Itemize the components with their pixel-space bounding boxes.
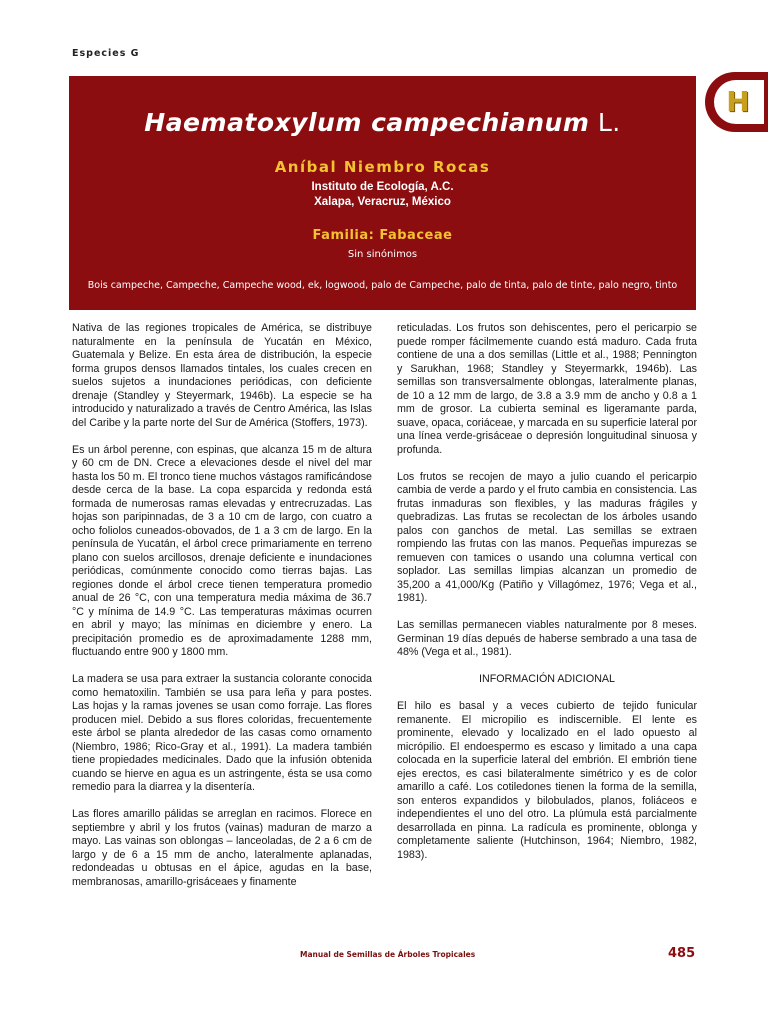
left-column — [72, 322, 372, 903]
location: Xalapa, Veracruz, México — [314, 196, 451, 208]
paragraph: Nativa de las regiones tropicales de América, se distribuye naturalmente en la península de Yucatán en México, Guatemala y Belize. En esta área de distribución, la especie forma grupos densos llamados tintales, los cuales crecen en suelos sujetos a inundaciones periódicas, con deficiente drenaje (Standley y Steyermark, 1946b). La especie se ha introducido y naturalizado a través de Centro América, las Islas del Caribe y la parte norte del Sur de América (Stoffers, 1973). — [72, 322, 372, 429]
synonyms-label: Sin sinónimos — [347, 249, 418, 260]
paragraph: Las semillas permanecen viables naturalmente por 8 meses. Germinan 19 días depués de haberse sembrado a una tasa de 48% (Vega et al., 1981). — [397, 619, 697, 658]
section-heading: INFORMACIÓN ADICIONAL — [479, 673, 615, 685]
species-name: Haematoxylum campechianum — [144, 108, 590, 137]
page-title — [69, 108, 696, 137]
family-label: Familia: Fabaceae — [312, 228, 453, 243]
paragraph: reticuladas. Los frutos son dehiscentes, pero el pericarpio se puede romper fácilmemente cuando está maduro. Cada fruta contiene de una a dos semillas (Little et al., 1988; Pennington y Sarukhan, 1968; Standley y Steyermarkk, 1946b). Las semillas son transversalmente oblongas, lateralmente planas, de 10 a 12 mm de largo, de 3.8 a 3.9 mm de ancho y 0.8 a 1 mm de grosor. La cubierta seminal es ligeramante parda, suave, opaca, coriáceae, y marcada en su superficie lateral por una línea verde-grisáceae o depresión longuitudinal sinuosa y profunda. — [397, 322, 698, 456]
paragraph: Los frutos se recojen de mayo a julio cuando el pericarpio cambia de verde a pardo y el fruto cambia en consistencia. Las frutas inmaduras son flexibles, y las maduras frágiles y quebradizas. Las frutas se recolectan de los árboles usando palos con ganchos de metal. Las semillas se extraen rompiendo las frutas con las manos. Pequeñas impurezas se remueven con tamices o usando una columna vertical con soplador. Las semillas limpias alcanzan un promedio de 35,200 a 41,000/Kg (Patiño y Villagómez, 1976; Vega et al., 1981). — [397, 470, 697, 604]
section-tab-letter: H — [726, 85, 750, 118]
paragraph: Es un árbol perenne, con espinas, que alcanza 15 m de altura y 60 cm de DN. Crece a elevaciones desde el nivel del mar hasta los 50 m. El tronco tiene muchos vástagos ramificándose desde cerca de la base. La copa esparcida y redonda está formada de numerosas ramas elevadas y entrecruzadas. Las hojas son paripinnadas, de 3 a 10 cm de largo, con cuatro a ocho foliolos cuneados-obovados, de 1 a 3 cm de largo. En la península de Yucatán, el árbol crece primariamente en terreno plano con suelos arcillosos, drenaje deficiente e inundaciones periódicas, comúnmente conocido como tierras bajas. Las regiones donde el árbol crece tienen temperatura promedio anual de 26 °C, con una temperatura media máxima de 36.7 °C y mínima de 14.9 °C. Las temperaturas máximas ocurren en abril y mayo; las mínimas en diciembre y enero. La precipitación promedio es de aproximadamente 1288 mm, fluctuando entre 900 y 1800 mm. — [72, 443, 372, 658]
author-name: Aníbal Niembro Rocas — [274, 158, 491, 176]
common-names: Bois campeche, Campeche, Campeche wood, ek, logwood, palo de Campeche, palo de tinta, palo de tinte, palo negro, tinto — [87, 280, 678, 291]
paragraph: El hilo es basal y a veces cubierto de tejido funicular remanente. El micropilio es indiscernible. El lente es prominente, elevado y localizado en el lado opuesto al micrópilio. El endoespermo es escaso y limitado a una capa colocada en la superficie lateral del embrión. El embrión tiene ejes erectos, es casi bilateralmente simétrico y es de color amarillo a café. Los cotiledones tienen la forma de la semilla, son enteros expandidos y bilobulados, planos, foliáceos e independientes el uno del otro. La plúmula está parcialmente desarrollada en pinna. La radícula es prominente, oblonga y completamente saliente (Hutchinson, 1964; Niembro, 1982, 1983). — [397, 700, 697, 861]
institution: Instituto de Ecología, A.C. — [311, 181, 454, 193]
page-number: 485 — [668, 946, 696, 961]
paragraph: La madera se usa para extraer la sustancia colorante conocida como hematoxilin. También se usa para leña y para postes. Las hojas y la ramas jovenes se usan como forraje. Las flores producen miel. Debido a sus flores coloridas, frecuentemente este árbol se planta alrededor de las casas como ornamento (Niembro, 1986; Rico-Gray et al., 1991). La madera también tiene propiedades medicinales. Dado que la infusión obtenida cuando se hierve en agua es un astringente, ésta se usa como remedio para la diarrea y la disentería. — [72, 673, 372, 793]
right-column — [397, 322, 697, 876]
paragraph: Las flores amarillo pálidas se arreglan en racimos. Florece en septiembre y abril y los frutos (vainas) maduran de marzo a mayo. Las vainas son oblongas – lanceoladas, de 2 a 6 cm de largo y de 6 a 15 mm de ancho, lateralmente aplanadas, redondeadas u obtusas en el ápice, agudas en la base, membranosas, amarillo-grisáceaes y finamente — [72, 808, 372, 888]
section-label: Especies G — [72, 48, 140, 59]
author-affiliation — [69, 180, 696, 210]
species-authority: L. — [589, 108, 621, 137]
footer-title: Manual de Semillas de Árboles Tropicales — [300, 950, 476, 959]
